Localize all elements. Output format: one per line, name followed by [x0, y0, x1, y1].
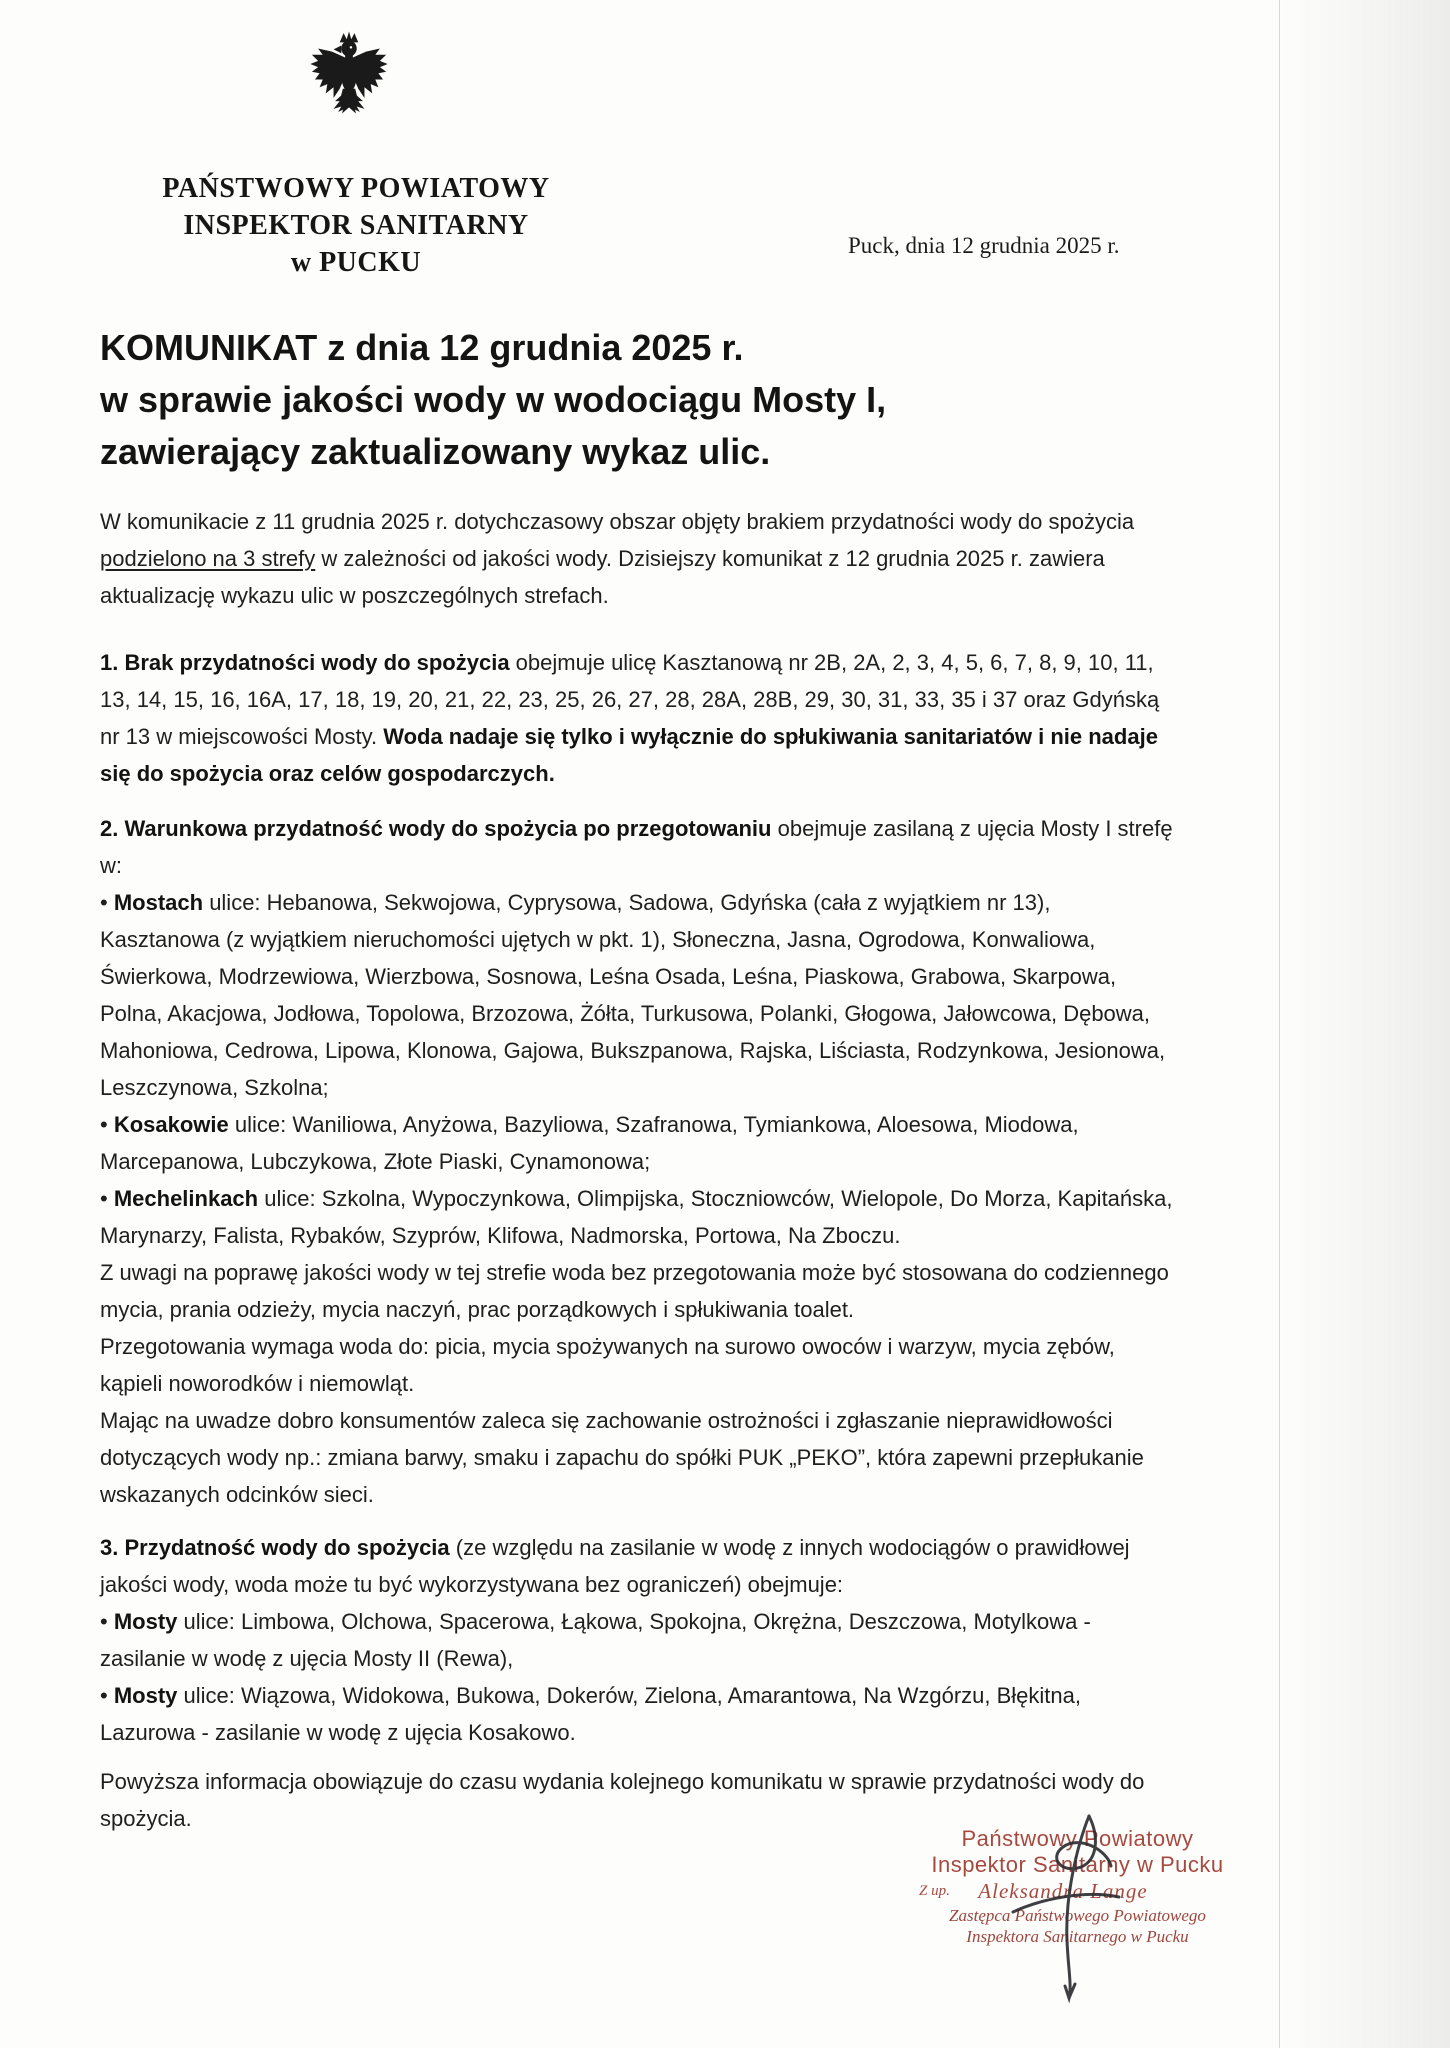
bullet-mosty-kosakowo: • Mosty ulice: Wiązowa, Widokowa, Bukowa, Dokerów, Zielona, Amarantowa, Na Wzgórzu, Błękitna, Lazurowa - zasilanie w wodę z ujęcia Kosakowo. [100, 1683, 1082, 1745]
section-2-heading: 2. Warunkowa przydatność wody do spożycia po przegotowaniu obejmuje zasilaną z ujęcia Mosty I strefę w: [100, 816, 1173, 878]
section-1-paragraph: 1. Brak przydatności wody do spożycia obejmuje ulicę Kasztanową nr 2B, 2A, 2, 3, 4, 5, 6, 7, 8, 9, 10, 11, 13, 14, 15, 16, 16A, 17, 18, 19, 20, 21, 22, 23, 25, 26, 27, 28, 28A, 28B, 29, 30, 31, 33, 35 i 37 oraz Gdyńską nr 13 w miejscowości Mosty. Woda nadaje się tylko i wyłącznie do spłukiwania sanitariatów i nie nadaje się do spożycia oraz celów gospodarczych. [100, 650, 1160, 786]
stamp-office-line-1: Państwowy Powiatowy [961, 1826, 1194, 1851]
caution-paragraph: Mając na uwadze dobro konsumentów zaleca się zachowanie ostrożności i zgłaszanie nieprawidłowości dotyczących wody np.: zmiana barwy, smaku i zapachu do spółki PUK „PEKO”, która zapewni przepłukanie wskazanych odcinków sieci. [100, 1408, 1144, 1507]
polish-eagle-emblem [296, 30, 402, 146]
stamp-signer-name: Aleksandra Lange [978, 1879, 1148, 1903]
intro-paragraph: W komunikacie z 11 grudnia 2025 r. dotychczasowy obszar objęty brakiem przydatności wody do spożycia podzielono na 3 strefy w zależności od jakości wody. Dzisiejszy komunikat z 12 grudnia 2025 r. zawiera aktualizację wykazu ulic w poszczególnych strefach. [100, 509, 1135, 608]
document-body [100, 503, 1175, 1837]
stamp-title-line-1: Zastępca Państwowego Powiatowego [949, 1906, 1206, 1925]
title-line-1: KOMUNIKAT z dnia 12 grudnia 2025 r. [100, 327, 744, 368]
stamp-zup-label: Z up. [919, 1883, 950, 1899]
bullet-kosakowie: • Kosakowie ulice: Waniliowa, Anyżowa, Bazyliowa, Szafranowa, Tymiankowa, Aloesowa, Miodowa, Marcepanowa, Lubczykowa, Złote Piaski, Cynamonowa; [100, 1112, 1079, 1174]
place-and-date: Puck, dnia 12 grudnia 2025 r. [848, 233, 1120, 258]
letterhead-office-name [100, 170, 612, 281]
section-3-heading: 3. Przydatność wody do spożycia (ze względu na zasilanie w wodę z innych wodociągów o prawidłowej jakości wody, woda może tu być wykorzystywana bez ograniczeń) obejmuje: [100, 1535, 1130, 1597]
title-line-3: zawierający zaktualizowany wykaz ulic. [100, 431, 771, 472]
document-title [100, 322, 1200, 478]
boiling-required-paragraph: Przegotowania wymaga woda do: picia, mycia spożywanych na surowo owoców i warzyw, mycia zębów, kąpieli noworodków i niemowląt. [100, 1334, 1115, 1396]
bullet-mosty-rewa: • Mosty ulice: Limbowa, Olchowa, Spacerowa, Łąkowa, Spokojna, Okrężna, Deszczowa, Motylkowa - zasilanie w wodę z ujęcia Mosty II (Rewa), [100, 1609, 1091, 1671]
office-line-2: INSPEKTOR SANITARNY [183, 210, 529, 241]
title-line-2: w sprawie jakości wody w wodociągu Mosty I, [100, 379, 887, 420]
usage-info-paragraph: Z uwagi na poprawę jakości wody w tej strefie woda bez przegotowania może być stosowana do codziennego mycia, prania odzieży, mycia naczyń, prac porządkowych i spłukiwania toalet. [100, 1260, 1169, 1322]
bullet-mostach: • Mostach ulice: Hebanowa, Sekwojowa, Cyprysowa, Sadowa, Gdyńska (cała z wyjątkiem nr 13), Kasztanowa (z wyjątkiem nieruchomości ujętych w pkt. 1), Słoneczna, Jasna, Ogrodowa, Konwaliowa, Świerkowa, Modrzewiowa, Wierzbowa, Sosnowa, Leśna Osada, Leśna, Piaskowa, Grabowa, Skarpowa, Polna, Akacjowa, Jodłowa, Topolowa, Brzozowa, Żółta, Turkusowa, Polanki, Głogowa, Jałowcowa, Dębowa, Mahoniowa, Cedrowa, Lipowa, Klonowa, Gajowa, Bukszpanowa, Rajska, Liściasta, Rodzynkowa, Jesionowa, Leszczynowa, Szkolna; [100, 890, 1166, 1100]
bullet-mechelinkach: • Mechelinkach ulice: Szkolna, Wypoczynkowa, Olimpijska, Stoczniowców, Wielopole, Do Morza, Kapitańska, Marynarzy, Falista, Rybaków, Szyprów, Klifowa, Nadmorska, Portowa, Na Zboczu. [100, 1186, 1173, 1248]
stamp-title-line-2: Inspektora Sanitarnego w Pucku [966, 1927, 1189, 1946]
office-line-3: w PUCKU [290, 247, 422, 278]
stamp-office-line-2: Inspektor Sanitarny w Pucku [931, 1852, 1224, 1877]
closing-paragraph: Powyższa informacja obowiązuje do czasu wydania kolejnego komunikatu w sprawie przydatności wody do spożycia. [100, 1769, 1145, 1831]
office-line-1: PAŃSTWOWY POWIATOWY [162, 173, 550, 204]
handwritten-signature [985, 1800, 1165, 2015]
